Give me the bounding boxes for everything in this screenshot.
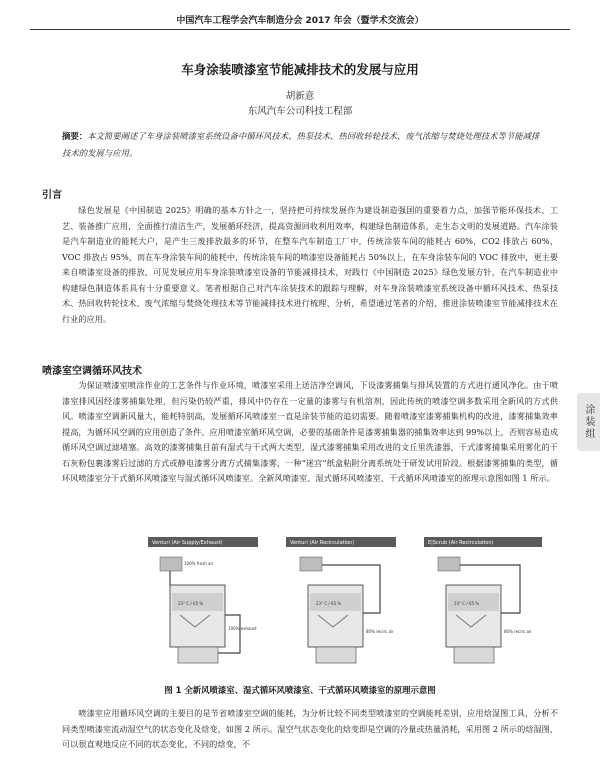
panel-2-header: Venturi (Air Recirculation) <box>290 540 355 546</box>
enthalpy-paragraph: 喷漆室应用循环风空调的主要目的是节省喷漆室空调的能耗，为分析比较不同类型喷漆室的空调能耗差别，应用焓湿图工具，分析不同类型喷漆室流动湿空气的状态变化及焓变，如图 2 所示。湿空气状态变化的焓变即是空调的冷量或热量消耗，采用图 2 所示的焓湿图，可以很直观地反应不同的状态变化，不同的焓变，不 <box>62 708 558 749</box>
affiliation: 东风汽车公司科技工程部 <box>247 106 353 117</box>
panel-1-temp: 23° C / 65 % <box>178 601 204 606</box>
panel-1-exhaust: 100% exhaust <box>228 626 257 631</box>
intro-paragraph: 绿色发展是《中国制造 2025》明确的基本方针之一，坚持把可持续发展作为建设制造强国的重要着力点，加强节能环保技术、工艺、装备推广应用，全面推行清洁生产，发展循环经济，提高资源回收利用效率，构建绿色制造体系，走生态文明的发展道路。汽车涂装是汽车制造业的能耗大户，是产生三废排放最多的环节，在整车汽车制造工厂中，传统涂装车间的能耗占 60%，CO2 排放占 60%，VOC 排放占 95%，而在车身涂装车间的能耗中，传统涂装车间的喷漆室设备能耗占 50%以上，在车身涂装车间的 VOC 排放中，更主要来自喷漆室设备的排放，可见发展应用车身涂装喷漆室设备的节能减排技术，对践行《中国制造 2025》绿色发展方针，在汽车制造业中构建绿色制造体系具有十分重要意义。笔者根据自己对汽车涂装技术的跟踪与理解，对车身涂装喷漆室系统设备中循环风技术、热泵技术、热回收转轮技术、废气浓缩与焚烧处理技术等节能减排技术进行梳理、分析，希望通过笔者的介绍，推进涂装喷漆室节能减排技术在行业的应用。 <box>62 205 558 324</box>
side-tab: 涂装组 <box>577 393 600 451</box>
panel-1-fresh: 100% fresh air <box>184 561 214 566</box>
header-rule <box>30 29 570 30</box>
panel-3-header: E|Scrub (Air Recirculation) <box>428 540 494 546</box>
panel-wet-recirc <box>286 537 396 663</box>
abstract <box>62 128 540 162</box>
panel-3-recirc: 80% recirc air <box>504 629 532 634</box>
panel-dry-recirc <box>424 537 542 663</box>
running-header: 中国汽车工程学会汽车制造分会 2017 年会（暨学术交流会） <box>176 16 424 26</box>
recirc-paragraph: 为保证喷漆室喷涂作业的工艺条件与作业环境，喷漆室采用上送洁净空调风，下设漆雾捕集与排风装置的方式进行通风净化。由于喷漆室排风因经漆雾捕集处理，但污染仍较严重，排风中仍存在一定量的漆雾与有机溶剂，因此传统的喷漆空调多数采用全新风的方式供风。喷漆室空调新风量大，能耗特别高，发展循环风喷漆室一直是涂装节能的追切需要。随着喷漆室漆雾捕集机构的改进，漆雾捕集效率提高，为循环风空调的应用创造了条件。应用喷漆室循环风空调，必要的基础条件是漆雾捕集器的捕集效率达到 99%以上，否则容易造成循环风空调过滤堵塞。高效的漆雾捕集目前有湿式与干式两大类型，湿式漆雾捕集采用改进的文丘里洗漆器，干式漆雾捕集采用雾化的干石灰粉包裹漆雾后过滤的方式或静电漆雾分离方式捕集漆雾，一种“迷宫”纸盒粘附分离系统处于研发试用阶段。根据漆雾捕集的类型，循环风喷漆室分干式循环风喷漆室与湿式循环风喷漆室。全新风喷漆室、湿式循环风喷漆室、干式循环风喷漆室的原理示意图如图 1 所示。 <box>62 380 558 483</box>
figure-1-diagram <box>140 535 550 675</box>
figure-1-caption: 图 1 全新风喷漆室、湿式循环风喷漆室、干式循环风喷漆室的原理示意图 <box>164 685 436 695</box>
panel-fresh-air <box>148 537 258 663</box>
section-heading-recirc: 喷漆室空调循环风技术 <box>42 366 142 377</box>
author: 胡新意 <box>285 91 315 102</box>
panel-2-temp: 23° C / 65 % <box>316 601 342 606</box>
panel-1-header: Venturi (Air Supply/Exhaust) <box>152 540 223 546</box>
section-heading-intro: 引言 <box>42 190 62 201</box>
paper-title: 车身涂装喷漆室节能减排技术的发展与应用 <box>181 62 419 77</box>
abstract-label: 摘要： <box>62 131 88 141</box>
panel-3-temp: 23° C / 65 % <box>454 601 480 606</box>
abstract-text: 本文简要阐述了车身涂装喷漆室系统设备中循环风技术、热泵技术、热回收转轮技术、废气浓缩与焚烧处理技术等节能减排技术的发展与应用。 <box>62 131 540 158</box>
panel-2-recirc: 80% recirc air <box>366 629 394 634</box>
